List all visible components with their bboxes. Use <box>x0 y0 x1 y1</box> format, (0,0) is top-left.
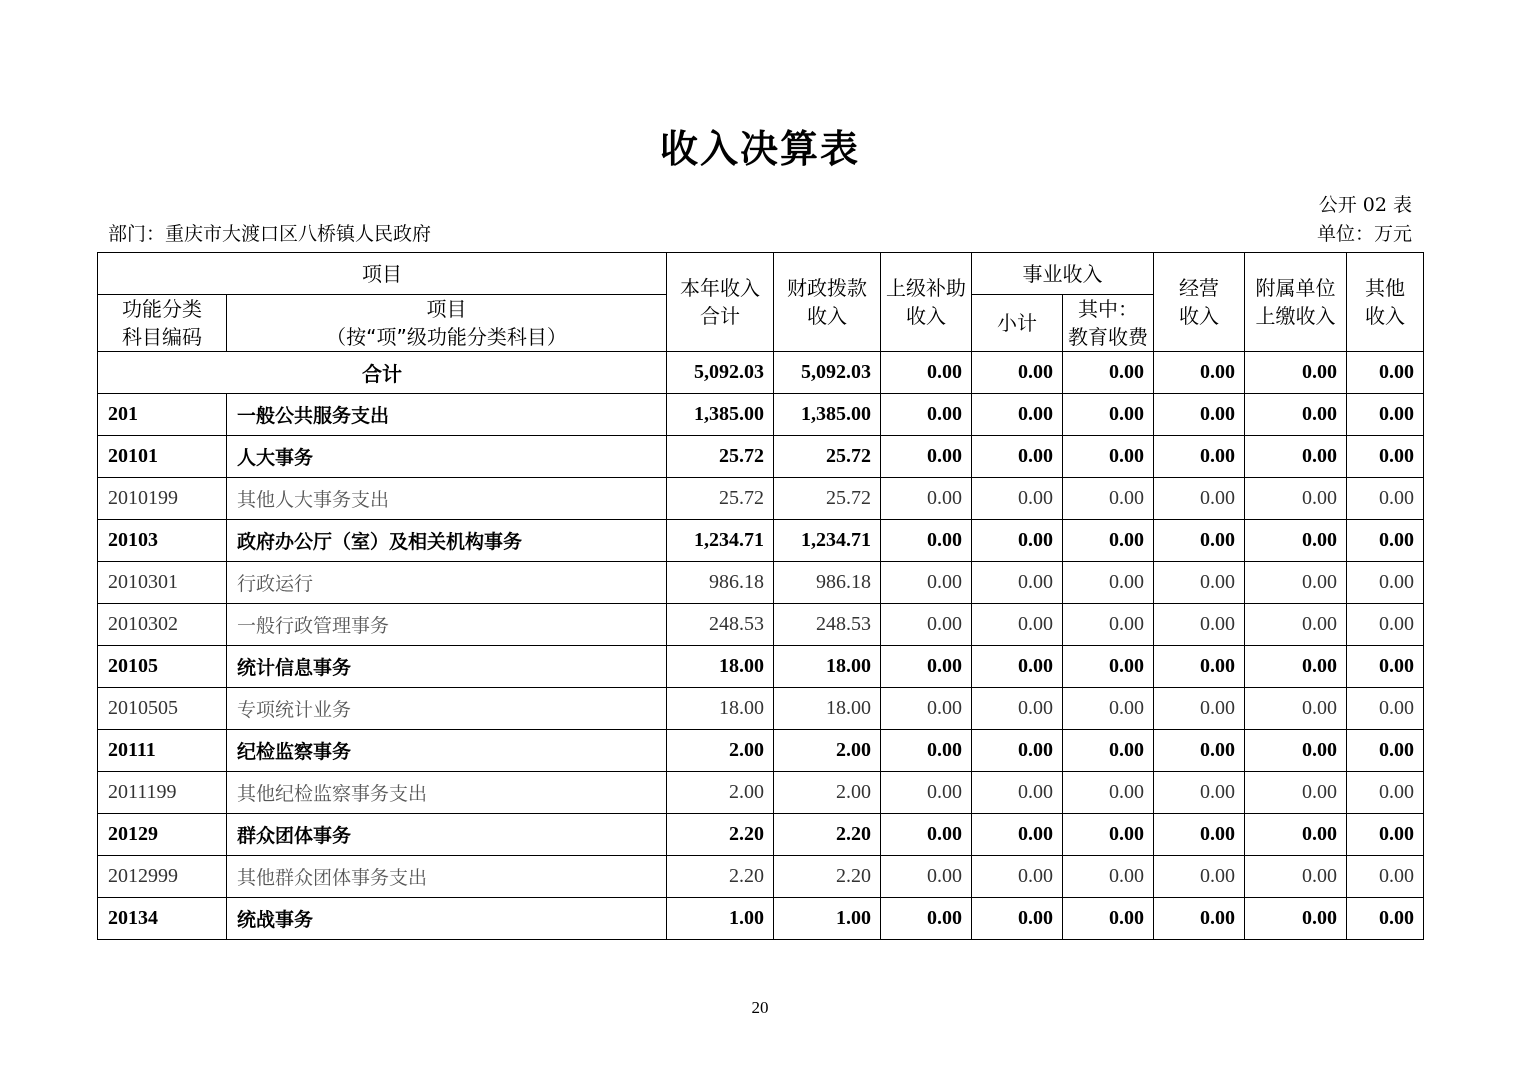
row-value: 0.00 <box>1347 856 1424 898</box>
row-value: 0.00 <box>1154 730 1245 772</box>
row-value: 0.00 <box>1154 646 1245 688</box>
header-affiliated: 附属单位 上缴收入 <box>1245 253 1347 352</box>
row-value: 0.00 <box>1063 898 1154 940</box>
row-value: 0.00 <box>1154 520 1245 562</box>
row-code: 2010302 <box>98 604 227 646</box>
row-value: 986.18 <box>774 562 881 604</box>
table-row <box>98 814 1424 856</box>
row-code: 20103 <box>98 520 227 562</box>
row-value: 0.00 <box>1347 688 1424 730</box>
row-code: 20129 <box>98 814 227 856</box>
header-business-edu: 其中： 教育收费 <box>1063 295 1154 352</box>
row-value: 0.00 <box>972 478 1063 520</box>
row-name: 统战事务 <box>227 898 667 940</box>
table-row <box>98 394 1424 436</box>
table-row <box>98 562 1424 604</box>
row-value: 25.72 <box>774 436 881 478</box>
row-value: 2.00 <box>667 772 774 814</box>
row-value: 1.00 <box>667 898 774 940</box>
table-row <box>98 646 1424 688</box>
header-item-name: 项目 （按“项”级功能分类科目） <box>227 295 667 352</box>
row-value: 0.00 <box>1245 898 1347 940</box>
row-value: 0.00 <box>1063 520 1154 562</box>
page-number: 20 <box>751 998 769 1017</box>
row-value: 0.00 <box>881 814 972 856</box>
header-superior: 上级补助 收入 <box>881 253 972 352</box>
row-value: 0.00 <box>1154 562 1245 604</box>
row-name: 其他纪检监察事务支出 <box>227 772 667 814</box>
row-value: 0.00 <box>1063 730 1154 772</box>
row-code: 2011199 <box>98 772 227 814</box>
row-value: 0.00 <box>881 436 972 478</box>
row-value: 25.72 <box>774 478 881 520</box>
row-value: 0.00 <box>1154 604 1245 646</box>
row-value: 0.00 <box>1063 814 1154 856</box>
row-value: 18.00 <box>667 688 774 730</box>
row-value: 0.00 <box>1347 394 1424 436</box>
row-value: 0.00 <box>881 730 972 772</box>
row-value: 1,385.00 <box>774 394 881 436</box>
row-value: 0.00 <box>1154 814 1245 856</box>
row-value: 18.00 <box>774 688 881 730</box>
row-value: 0.00 <box>1245 772 1347 814</box>
row-code: 201 <box>98 394 227 436</box>
row-value: 0.00 <box>881 520 972 562</box>
row-value: 0.00 <box>1347 436 1424 478</box>
total-value: 5,092.03 <box>667 352 774 394</box>
row-code: 20105 <box>98 646 227 688</box>
header-fiscal: 财政拨款 收入 <box>774 253 881 352</box>
table-row <box>98 688 1424 730</box>
row-value: 0.00 <box>1245 394 1347 436</box>
row-name: 一般公共服务支出 <box>227 394 667 436</box>
total-label: 合计 <box>98 352 667 394</box>
row-name: 专项统计业务 <box>227 688 667 730</box>
row-value: 0.00 <box>1347 478 1424 520</box>
row-value: 0.00 <box>1347 604 1424 646</box>
row-value: 0.00 <box>972 562 1063 604</box>
row-value: 0.00 <box>972 604 1063 646</box>
row-value: 0.00 <box>1245 562 1347 604</box>
total-value: 0.00 <box>972 352 1063 394</box>
table-number: 公开 02 表 <box>1318 194 1412 216</box>
row-value: 0.00 <box>1245 730 1347 772</box>
row-value: 0.00 <box>972 814 1063 856</box>
row-value: 2.20 <box>667 814 774 856</box>
row-name: 其他群众团体事务支出 <box>227 856 667 898</box>
header-item-group: 项目 <box>98 253 667 295</box>
table-row <box>98 772 1424 814</box>
row-value: 2.20 <box>774 856 881 898</box>
total-value: 0.00 <box>1063 352 1154 394</box>
row-value: 0.00 <box>881 688 972 730</box>
table-row <box>98 478 1424 520</box>
row-value: 0.00 <box>1245 856 1347 898</box>
row-value: 0.00 <box>881 772 972 814</box>
row-code: 20111 <box>98 730 227 772</box>
row-value: 0.00 <box>1347 730 1424 772</box>
income-table <box>97 252 1424 940</box>
row-value: 0.00 <box>972 856 1063 898</box>
row-value: 0.00 <box>972 646 1063 688</box>
row-name: 其他人大事务支出 <box>227 478 667 520</box>
row-value: 0.00 <box>1154 898 1245 940</box>
row-value: 2.20 <box>774 814 881 856</box>
row-value: 0.00 <box>1245 520 1347 562</box>
total-value: 0.00 <box>881 352 972 394</box>
header-total-income: 本年收入 合计 <box>667 253 774 352</box>
total-value: 0.00 <box>1154 352 1245 394</box>
row-value: 0.00 <box>1154 478 1245 520</box>
row-value: 0.00 <box>1245 814 1347 856</box>
row-value: 0.00 <box>972 520 1063 562</box>
header-other: 其他 收入 <box>1347 253 1424 352</box>
row-value: 0.00 <box>1154 394 1245 436</box>
row-value: 0.00 <box>881 898 972 940</box>
row-value: 1.00 <box>774 898 881 940</box>
row-value: 0.00 <box>1347 814 1424 856</box>
row-code: 2010301 <box>98 562 227 604</box>
row-value: 0.00 <box>1154 772 1245 814</box>
row-value: 1,234.71 <box>774 520 881 562</box>
total-value: 0.00 <box>1245 352 1347 394</box>
row-name: 统计信息事务 <box>227 646 667 688</box>
row-value: 2.20 <box>667 856 774 898</box>
row-value: 0.00 <box>1063 562 1154 604</box>
row-code: 20134 <box>98 898 227 940</box>
row-value: 0.00 <box>1063 478 1154 520</box>
unit-label: 单位：万元 <box>1316 223 1412 245</box>
row-value: 0.00 <box>1063 394 1154 436</box>
row-value: 0.00 <box>1347 520 1424 562</box>
row-value: 0.00 <box>1245 604 1347 646</box>
row-value: 25.72 <box>667 436 774 478</box>
header-business-subtotal: 小计 <box>972 295 1063 352</box>
row-value: 0.00 <box>972 730 1063 772</box>
row-value: 0.00 <box>881 604 972 646</box>
row-name: 一般行政管理事务 <box>227 604 667 646</box>
row-value: 1,234.71 <box>667 520 774 562</box>
total-value: 0.00 <box>1347 352 1424 394</box>
row-value: 0.00 <box>881 394 972 436</box>
header-code: 功能分类 科目编码 <box>98 295 227 352</box>
row-code: 20101 <box>98 436 227 478</box>
row-value: 1,385.00 <box>667 394 774 436</box>
row-value: 0.00 <box>1063 856 1154 898</box>
row-value: 25.72 <box>667 478 774 520</box>
row-value: 0.00 <box>1347 646 1424 688</box>
table-row <box>98 604 1424 646</box>
row-value: 0.00 <box>972 688 1063 730</box>
row-value: 0.00 <box>1245 478 1347 520</box>
document-title: 收入决算表 <box>659 127 860 171</box>
table-row <box>98 520 1424 562</box>
row-name: 人大事务 <box>227 436 667 478</box>
row-value: 0.00 <box>1063 436 1154 478</box>
row-value: 0.00 <box>972 772 1063 814</box>
row-value: 0.00 <box>1154 436 1245 478</box>
total-value: 5,092.03 <box>774 352 881 394</box>
table-row <box>98 898 1424 940</box>
row-value: 0.00 <box>1245 646 1347 688</box>
row-value: 0.00 <box>1245 436 1347 478</box>
row-value: 2.00 <box>774 730 881 772</box>
row-value: 0.00 <box>1063 688 1154 730</box>
row-value: 18.00 <box>774 646 881 688</box>
row-value: 0.00 <box>1347 772 1424 814</box>
row-value: 2.00 <box>667 730 774 772</box>
row-value: 0.00 <box>1347 898 1424 940</box>
row-value: 0.00 <box>972 436 1063 478</box>
row-value: 0.00 <box>972 394 1063 436</box>
row-value: 18.00 <box>667 646 774 688</box>
row-name: 行政运行 <box>227 562 667 604</box>
table-row <box>98 730 1424 772</box>
table-row <box>98 436 1424 478</box>
row-value: 0.00 <box>881 856 972 898</box>
row-code: 2012999 <box>98 856 227 898</box>
row-value: 248.53 <box>774 604 881 646</box>
header-business-group: 事业收入 <box>972 253 1154 295</box>
row-name: 群众团体事务 <box>227 814 667 856</box>
row-value: 0.00 <box>972 898 1063 940</box>
row-name: 政府办公厅（室）及相关机构事务 <box>227 520 667 562</box>
row-value: 248.53 <box>667 604 774 646</box>
row-value: 0.00 <box>1154 856 1245 898</box>
total-row <box>98 352 1424 394</box>
row-value: 0.00 <box>1063 772 1154 814</box>
row-value: 2.00 <box>774 772 881 814</box>
row-value: 0.00 <box>1245 688 1347 730</box>
row-value: 0.00 <box>1347 562 1424 604</box>
row-value: 0.00 <box>881 478 972 520</box>
row-code: 2010505 <box>98 688 227 730</box>
row-value: 0.00 <box>881 646 972 688</box>
header-operating: 经营 收入 <box>1154 253 1245 352</box>
department-label: 部门：重庆市大渡口区八桥镇人民政府 <box>108 223 432 245</box>
table-row <box>98 856 1424 898</box>
row-value: 0.00 <box>1063 646 1154 688</box>
row-value: 0.00 <box>1063 604 1154 646</box>
row-value: 0.00 <box>1154 688 1245 730</box>
row-value: 0.00 <box>881 562 972 604</box>
row-name: 纪检监察事务 <box>227 730 667 772</box>
row-code: 2010199 <box>98 478 227 520</box>
row-value: 986.18 <box>667 562 774 604</box>
